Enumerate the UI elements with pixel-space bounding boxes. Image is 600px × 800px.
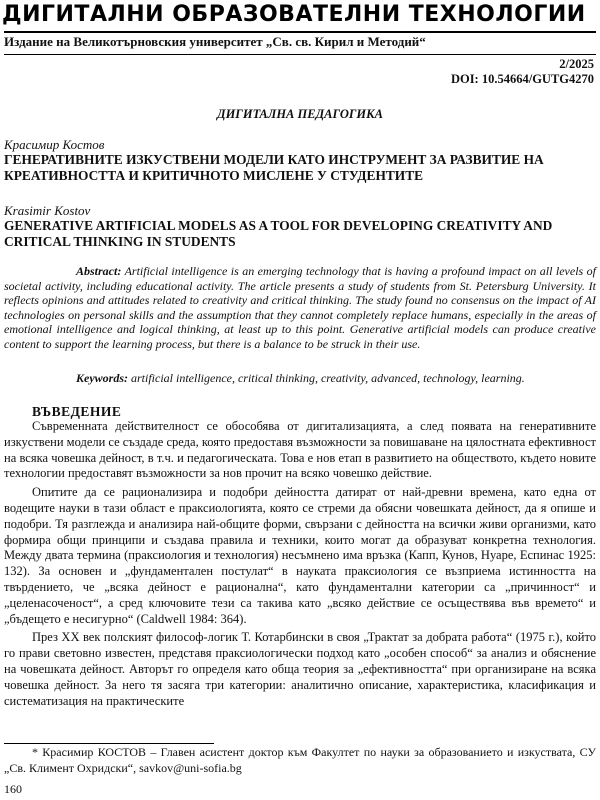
body-paragraph: Съвременната действителност се обособява от дигитализацията, а след появата на генеративните изкуствени модели се създаде среда, която предоставя възможности за повишаване на цялостната ефективност на всяка човешка дейност, в т.ч. и педагогическата. Това е нов етап в развитието на обществото, където новите технологии предоставят възможности за нов прочит на всяко човешко действие. [4,419,596,481]
keywords-label: Keywords: [76,371,128,385]
author-bg: Красимир Костов [4,137,105,152]
article-title-en: GENERATIVE ARTIFICIAL MODELS AS A TOOL FOR DEVELOPING CREATIVITY AND CRITICAL THINKING IN STUDENTS [4,218,553,249]
journal-title: ДИГИТАЛНИ ОБРАЗОВАТЕЛНИ ТЕХНОЛОГИИ [2,2,586,27]
issue-number: 2/2025 [559,57,594,71]
header-rule-bottom [4,54,596,55]
body-paragraph: Опитите да се рационализира и подобри дейността датират от най-древни времена, като една от водещите науки в тази област е праксиологията, която се стреми да обясни човешката дейност, да я опише и подобри. Тя разглежда и анализира най-общите форми, свързани с дейността на всички живи организми, като формира общи принципи и създава правила и техники, които могат да образуват конкретна технология. Между двата термина (праксиология и технология) несъмнено има връзка (Капп, Кунов, Нуаре, Еспинас 1925: 132). За основен и „фундаментален постулат“ в науката праксиология се възприема истинността на твърдението, че „всяка дейност е рационална“, като фундаментални категории са „причинност“ и „целенасоченост“, а сред ключовите тези са такива като „всяко действие се осъществява във времето“ и „бъдещето е несигурно“ (Caldwell 1984: 364). [4,485,596,626]
keywords [76,371,596,386]
body-text [4,419,596,712]
footnote-rule [4,743,214,744]
section-title: ДИГИТАЛНА ПЕДАГОГИКА [217,107,383,121]
article-title-bg: ГЕНЕРАТИВНИТЕ ИЗКУСТВЕНИ МОДЕЛИ КАТО ИНСТРУМЕНТ ЗА РАЗВИТИЕ НА КРЕАТИВНОСТТА И КРИТИЧНОТО МИСЛЕНЕ У СТУДЕНТИТЕ [4,152,544,183]
intro-heading: ВЪВЕДЕНИЕ [32,404,122,419]
abstract-label: Abstract: [76,264,122,278]
footnote: * Красимир КОСТОВ – Главен асистент доктор към Факултет по науки за образованието и изкуствата, СУ „Св. Климент Охридски“, savkov@uni-sofia.bg [4,745,596,775]
header-rule [4,31,596,33]
page-number: 160 [4,782,22,796]
abstract-text: Artificial intelligence is an emerging technology that is having a profound impact on all levels of societal activity, including educational activity. The article presents a study of students from St. Petersburg University. It reflects opinions and attitudes related to creativity and critical thinking. The study found no consensus on the impact of AI technologies on personal skills and the assumption that they cannot completely replace humans, especially in the areas of emotional intelligence and logical thinking, at least up to this point. Generative artificial models can produce creative content to support the learning process, but there is a balance to be struck in their use. [4,264,596,351]
body-paragraph: През XX век полският философ-логик Т. Котарбински в своя „Трактат за добрата работа“ (1975 г.), който го прави световно известен, представя праксиологически подход като „особен способ“ за анализ и обяснение на човешката дейност. Авторът го определя като обща теория за „ефективността“ при организиране на всяка човешка дейност. За него тя засяга три категории: аналитично описание, характеристика, класификация и систематизация на практическите [4,630,596,708]
doi-link[interactable]: DOI: 10.54664/GUTG4270 [450,72,594,86]
publisher-line: Издание на Великотърновския университет „Св. св. Кирил и Методий“ [4,34,426,49]
keywords-text: artificial intelligence, critical thinking, creativity, advanced, technology, learning. [131,371,525,385]
author-en: Krasimir Kostov [4,203,91,218]
abstract [4,264,596,352]
